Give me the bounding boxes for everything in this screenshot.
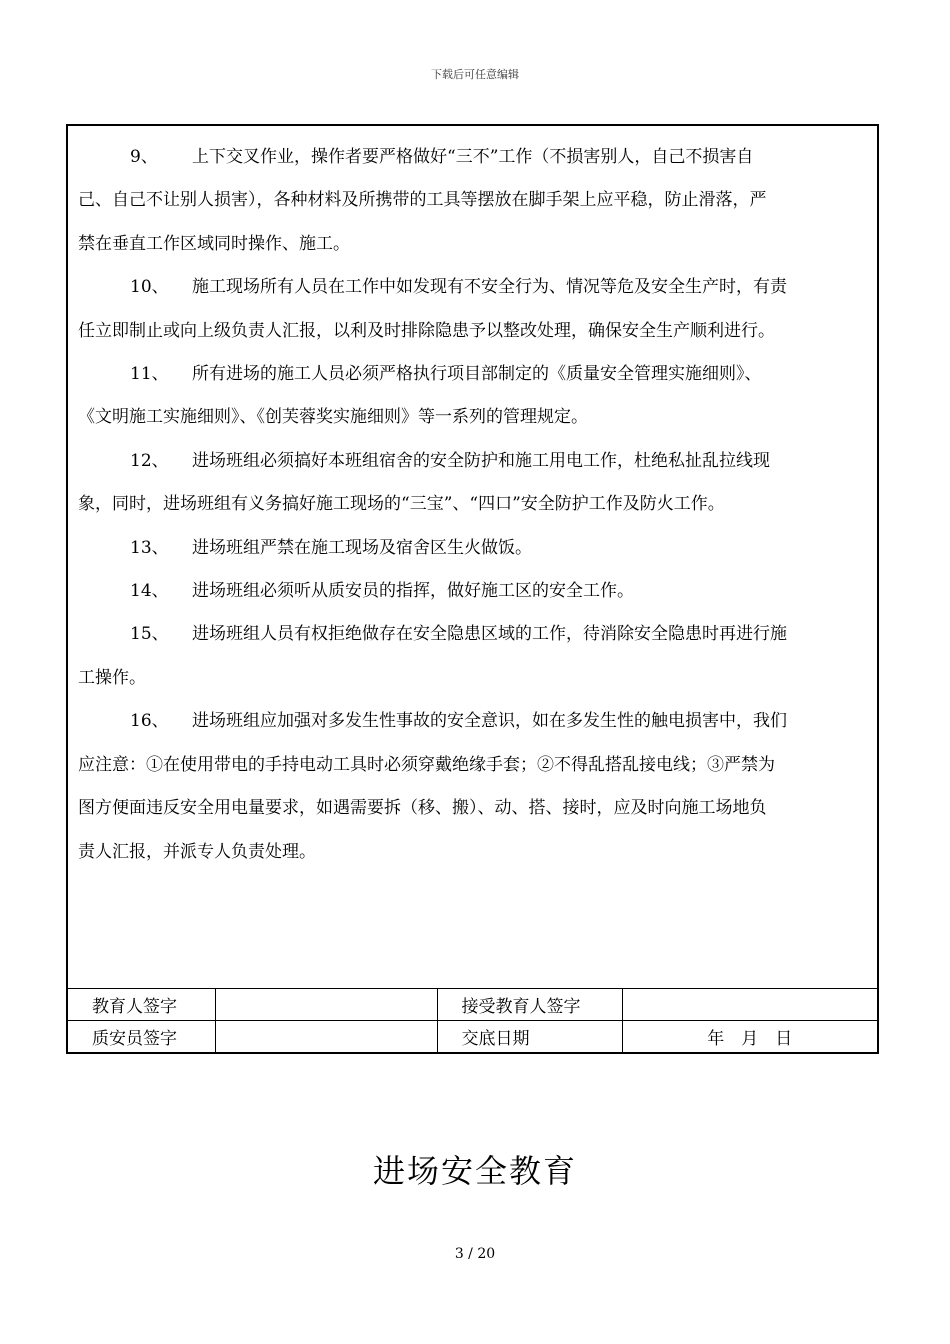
document-frame (66, 124, 879, 1054)
rule-item-11: 11、 所有进场的施工人员必须严格执行项目部制定的《质量安全管理实施细则》、 (130, 364, 762, 385)
date-label: 交底日期 (437, 1021, 622, 1053)
safety-officer-label: 质安员签字 (68, 1021, 215, 1053)
rule-item-15-line: 工操作。 (78, 667, 146, 688)
rule-item-9: 9、 上下交叉作业，操作者要严格做好“三不”工作（不损害别人，自己不损害自 (130, 147, 754, 167)
rule-item-15: 15、 进场班组人员有权拒绝做存在安全隐患区域的工作，待消除安全隐患时再进行施 (130, 624, 787, 645)
receiver-label: 接受教育人签字 (437, 989, 622, 1021)
signature-row-1 (68, 989, 877, 1021)
rule-item-9-line: 禁在垂直工作区域同时操作、施工。 (78, 233, 350, 254)
rule-item-9-line: 己、自己不让别人损害），各种材料及所携带的工具等摆放在脚手架上应平稳，防止滑落，严 (78, 190, 767, 211)
rule-item-16-line: 责人汇报，并派专人负责处理。 (78, 841, 316, 862)
receiver-signature-field[interactable] (622, 989, 877, 1021)
date-field[interactable]: 年 月 日 (622, 1021, 877, 1053)
safety-officer-signature-field[interactable] (215, 1021, 437, 1053)
rule-item-11-line: 《文明施工实施细则》、《创芙蓉奖实施细则》等一系列的管理规定。 (78, 407, 588, 428)
rules-content (78, 136, 868, 874)
page-number: 3 / 20 (454, 1246, 496, 1262)
section-title: 进场安全教育 (372, 1152, 577, 1190)
rule-item-12-line: 象，同时，进场班组有义务搞好施工现场的“三宝”、“四口”安全防护工作及防火工作。 (78, 494, 725, 515)
signature-table (68, 988, 877, 1053)
rule-item-12: 12、 进场班组必须搞好本班组宿舍的安全防护和施工用电工作，杜绝私扯乱拉线现 (130, 450, 770, 471)
educator-signature-field[interactable] (215, 989, 437, 1021)
rule-item-14: 14、 进场班组必须听从质安员的指挥，做好施工区的安全工作。 (130, 581, 634, 602)
rule-item-16: 16、 进场班组应加强对多发生性事故的安全意识，如在多发生性的触电损害中，我们 (130, 711, 787, 732)
rule-item-10-line: 任立即制止或向上级负责人汇报，以利及时排除隐患予以整改处理，确保安全生产顺利进行。 (78, 320, 775, 341)
rule-item-16-line: 应注意：①在使用带电的手持电动工具时必须穿戴绝缘手套；②不得乱搭乱接电线；③严禁为 (78, 754, 775, 775)
header-note: 下载后可任意编辑 (431, 68, 519, 81)
rule-item-13: 13、 进场班组严禁在施工现场及宿舍区生火做饭。 (130, 537, 532, 558)
signature-row-2 (68, 1021, 877, 1053)
rule-item-16-line: 图方便面违反安全用电量要求，如遇需要拆（移、搬）、动、搭、接时，应及时向施工场地负 (78, 798, 767, 819)
rule-item-10: 10、 施工现场所有人员在工作中如发现有不安全行为、情况等危及安全生产时，有责 (130, 277, 787, 298)
educator-label: 教育人签字 (68, 989, 215, 1021)
